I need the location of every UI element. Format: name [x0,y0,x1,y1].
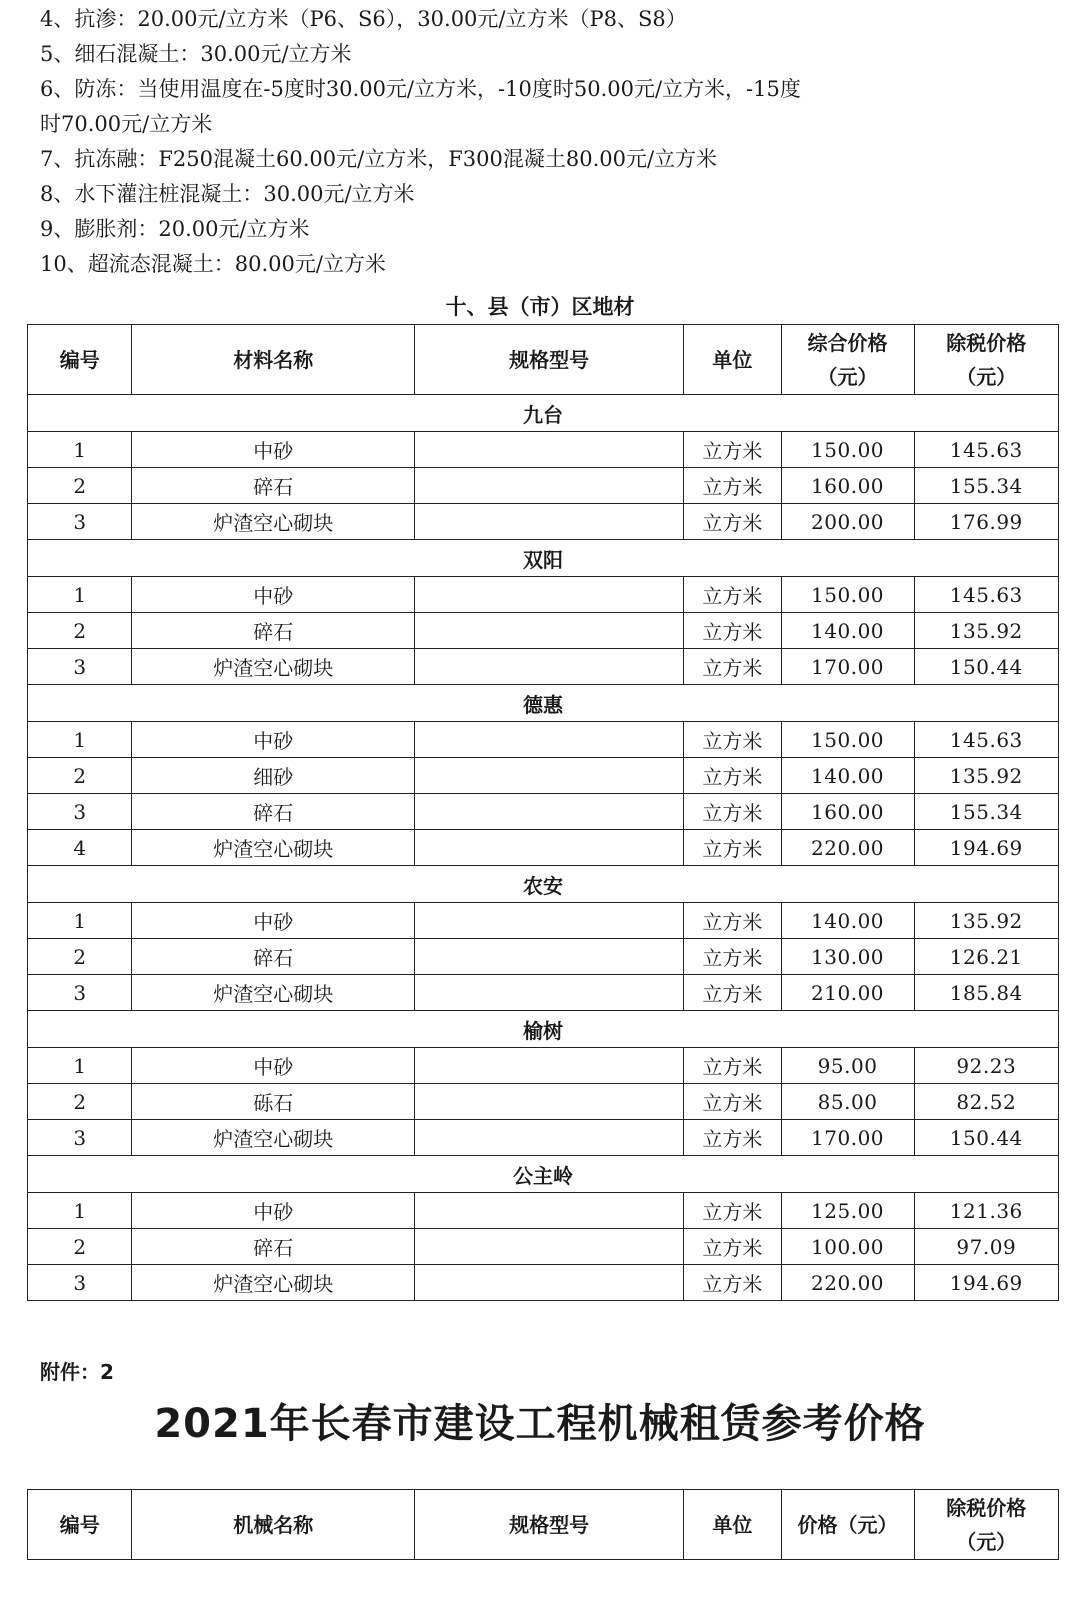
cell-no: 2 [28,939,132,975]
region-name: 德惠 [28,685,1059,722]
cell-spec [414,432,683,468]
region-row [28,1156,1059,1193]
cell-price: 160.00 [781,468,914,504]
cell-material-name: 炉渣空心砌块 [132,504,415,540]
note-line: 5、细石混凝土：30.00元/立方米 [40,42,352,66]
cell-no: 1 [28,1193,132,1229]
header-unit: 单位 [684,325,781,395]
table-row [28,613,1059,649]
cell-no: 3 [28,504,132,540]
cell-taxfree-price: 155.34 [914,468,1058,504]
cell-spec [414,1048,683,1084]
section-title: 十、县（市）区地材 [445,295,635,319]
cell-taxfree-price: 176.99 [914,504,1058,540]
cell-material-name: 中砂 [132,903,415,939]
table-row [28,504,1059,540]
cell-material-name: 炉渣空心砌块 [132,830,415,866]
table-row [28,758,1059,794]
cell-no: 3 [28,1265,132,1301]
header-material-name: 材料名称 [132,325,415,395]
cell-no: 2 [28,758,132,794]
cell-price: 125.00 [781,1193,914,1229]
cell-price: 150.00 [781,432,914,468]
header-taxfree-line2: （元） [956,364,1017,389]
region-name: 榆树 [28,1011,1059,1048]
header-spec: 规格型号 [414,1490,683,1560]
cell-unit: 立方米 [684,468,781,504]
cell-spec [414,1229,683,1265]
table-row [28,975,1059,1011]
cell-unit: 立方米 [684,1084,781,1120]
region-row [28,866,1059,903]
cell-unit: 立方米 [684,432,781,468]
cell-taxfree-price: 92.23 [914,1048,1058,1084]
table-row [28,903,1059,939]
cell-price: 220.00 [781,830,914,866]
cell-unit: 立方米 [684,830,781,866]
cell-unit: 立方米 [684,1229,781,1265]
cell-price: 200.00 [781,504,914,540]
materials-price-table [27,324,1059,1301]
table-row [28,1229,1059,1265]
cell-material-name: 中砂 [132,722,415,758]
cell-unit: 立方米 [684,504,781,540]
cell-spec [414,1193,683,1229]
cell-spec [414,649,683,685]
table-row [28,722,1059,758]
cell-price: 85.00 [781,1084,914,1120]
cell-no: 1 [28,903,132,939]
header-unit: 单位 [684,1490,781,1560]
cell-no: 2 [28,613,132,649]
cell-unit: 立方米 [684,939,781,975]
cell-unit: 立方米 [684,722,781,758]
cell-taxfree-price: 155.34 [914,794,1058,830]
attachment-label: 附件：2 [40,1360,114,1384]
cell-unit: 立方米 [684,903,781,939]
cell-no: 3 [28,649,132,685]
cell-no: 1 [28,1048,132,1084]
cell-price: 140.00 [781,903,914,939]
header-price-line2: （元） [817,364,878,389]
cell-unit: 立方米 [684,649,781,685]
cell-spec [414,794,683,830]
cell-no: 3 [28,1120,132,1156]
region-name: 农安 [28,866,1059,903]
note-line: 9、膨胀剂：20.00元/立方米 [40,217,310,241]
cell-no: 1 [28,577,132,613]
cell-material-name: 碎石 [132,468,415,504]
cell-no: 1 [28,722,132,758]
cell-unit: 立方米 [684,794,781,830]
cell-taxfree-price: 121.36 [914,1193,1058,1229]
cell-material-name: 炉渣空心砌块 [132,1120,415,1156]
table-row [28,1265,1059,1301]
cell-spec [414,613,683,649]
cell-material-name: 炉渣空心砌块 [132,975,415,1011]
cell-material-name: 中砂 [132,1193,415,1229]
region-name: 双阳 [28,540,1059,577]
materials-table-body [28,395,1059,1301]
cell-price: 140.00 [781,758,914,794]
cell-no: 2 [28,468,132,504]
cell-spec [414,1120,683,1156]
cell-taxfree-price: 185.84 [914,975,1058,1011]
cell-taxfree-price: 145.63 [914,577,1058,613]
cell-spec [414,468,683,504]
header-price [781,325,914,395]
table-row [28,577,1059,613]
cell-taxfree-price: 126.21 [914,939,1058,975]
header-price-line1: 综合价格 [807,330,888,355]
table-row [28,649,1059,685]
cell-material-name: 碎石 [132,939,415,975]
table-header-row [28,325,1059,395]
header-machine-name: 机械名称 [132,1490,415,1560]
header-taxfree-price [914,325,1058,395]
cell-taxfree-price: 82.52 [914,1084,1058,1120]
table-row [28,794,1059,830]
cell-material-name: 碎石 [132,1229,415,1265]
cell-price: 150.00 [781,722,914,758]
note-line: 7、抗冻融：F250混凝土60.00元/立方米，F300混凝土80.00元/立方米 [40,147,718,171]
cell-material-name: 碎石 [132,613,415,649]
cell-spec [414,975,683,1011]
cell-price: 95.00 [781,1048,914,1084]
table-row [28,830,1059,866]
cell-taxfree-price: 135.92 [914,758,1058,794]
cell-taxfree-price: 150.44 [914,1120,1058,1156]
cell-taxfree-price: 97.09 [914,1229,1058,1265]
cell-unit: 立方米 [684,1048,781,1084]
cell-spec [414,577,683,613]
cell-price: 150.00 [781,577,914,613]
cell-no: 2 [28,1084,132,1120]
cell-taxfree-price: 145.63 [914,432,1058,468]
cell-material-name: 细砂 [132,758,415,794]
table-row [28,1193,1059,1229]
cell-taxfree-price: 194.69 [914,1265,1058,1301]
cell-spec [414,903,683,939]
cell-unit: 立方米 [684,1120,781,1156]
cell-unit: 立方米 [684,975,781,1011]
header-no: 编号 [28,325,132,395]
cell-spec [414,1084,683,1120]
table-row [28,468,1059,504]
note-line: 8、水下灌注桩混凝土：30.00元/立方米 [40,182,415,206]
cell-spec [414,504,683,540]
note-line: 时70.00元/立方米 [40,112,213,136]
note-line: 6、防冻：当使用温度在-5度时30.00元/立方米，-10度时50.00元/立方米，-15度 [40,77,801,101]
cell-material-name: 砾石 [132,1084,415,1120]
cell-unit: 立方米 [684,1193,781,1229]
cell-no: 1 [28,432,132,468]
cell-no: 2 [28,1229,132,1265]
cell-spec [414,939,683,975]
region-name: 九台 [28,395,1059,432]
cell-material-name: 中砂 [132,1048,415,1084]
cell-material-name: 碎石 [132,794,415,830]
cell-taxfree-price: 150.44 [914,649,1058,685]
cell-unit: 立方米 [684,613,781,649]
cell-price: 210.00 [781,975,914,1011]
cell-price: 170.00 [781,1120,914,1156]
cell-unit: 立方米 [684,1265,781,1301]
region-row [28,685,1059,722]
cell-price: 170.00 [781,649,914,685]
note-line: 4、抗渗：20.00元/立方米（P6、S6），30.00元/立方米（P8、S8） [40,7,687,31]
header-no: 编号 [28,1490,132,1560]
header-spec: 规格型号 [414,325,683,395]
region-row [28,540,1059,577]
table-row [28,1120,1059,1156]
cell-price: 220.00 [781,1265,914,1301]
table-row [28,1048,1059,1084]
header-taxfree-price [914,1490,1058,1560]
notes-list [40,2,1050,282]
region-row [28,395,1059,432]
region-name: 公主岭 [28,1156,1059,1193]
cell-price: 130.00 [781,939,914,975]
cell-taxfree-price: 194.69 [914,830,1058,866]
cell-material-name: 中砂 [132,577,415,613]
cell-taxfree-price: 145.63 [914,722,1058,758]
header-taxfree-line1: 除税价格 [946,330,1027,355]
cell-spec [414,830,683,866]
cell-spec [414,722,683,758]
machinery-price-table [27,1489,1059,1560]
cell-no: 4 [28,830,132,866]
cell-unit: 立方米 [684,577,781,613]
cell-material-name: 炉渣空心砌块 [132,649,415,685]
cell-spec [414,1265,683,1301]
cell-no: 3 [28,975,132,1011]
cell-material-name: 中砂 [132,432,415,468]
table-header-row [28,1490,1059,1560]
cell-spec [414,758,683,794]
header-taxfree-line1: 除税价格 [946,1495,1027,1520]
cell-price: 100.00 [781,1229,914,1265]
table-row [28,1084,1059,1120]
cell-no: 3 [28,794,132,830]
table-row [28,432,1059,468]
document-title: 2021年长春市建设工程机械租赁参考价格 [154,1401,926,1447]
cell-price: 140.00 [781,613,914,649]
cell-material-name: 炉渣空心砌块 [132,1265,415,1301]
header-taxfree-line2: （元） [956,1529,1017,1554]
cell-unit: 立方米 [684,758,781,794]
cell-price: 160.00 [781,794,914,830]
table-row [28,939,1059,975]
cell-taxfree-price: 135.92 [914,903,1058,939]
region-row [28,1011,1059,1048]
note-line: 10、超流态混凝土：80.00元/立方米 [40,252,386,276]
header-price: 价格（元） [781,1490,914,1560]
cell-taxfree-price: 135.92 [914,613,1058,649]
